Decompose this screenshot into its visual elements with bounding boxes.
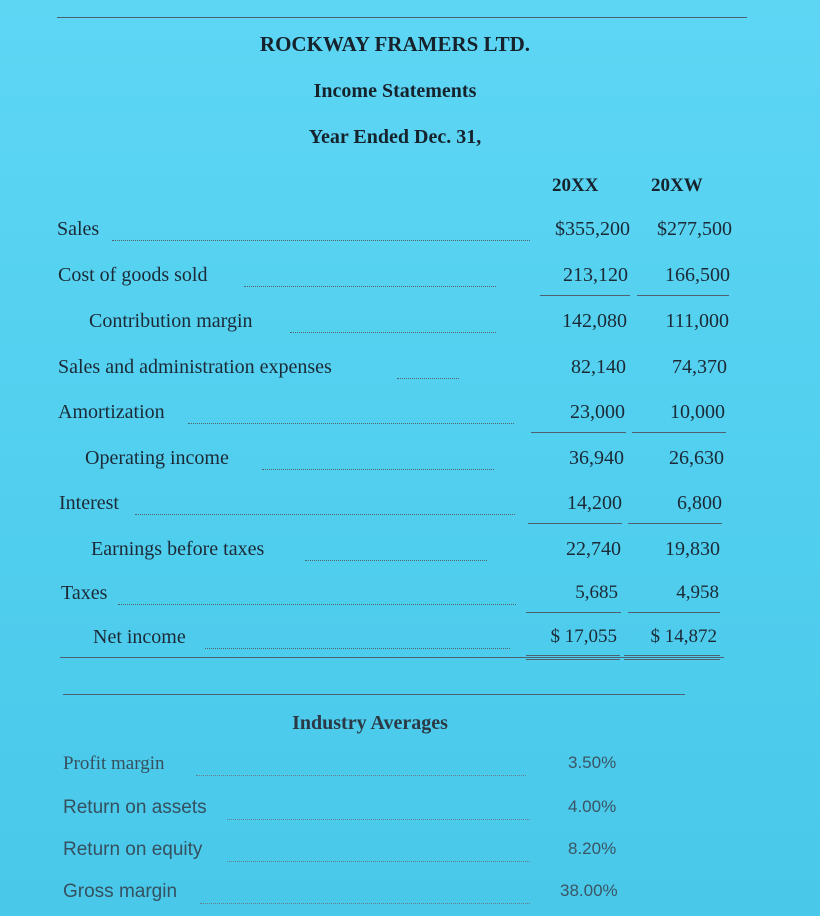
row-label: Contribution margin [89,310,253,332]
industry-row-profit-margin [0,753,820,783]
row-label: Earnings before taxes [91,538,265,560]
leader-dots [135,514,515,515]
row-label: Taxes [61,582,108,604]
leader-dots [196,775,526,776]
statement-period: Year Ended Dec. 31, [308,126,482,148]
underline-20xx [528,523,622,524]
value-20xx: 5,685 [575,582,618,603]
value-20xw: 19,830 [665,538,720,560]
row-amortization [0,401,820,431]
row-operating-income [0,447,820,477]
value-20xw: $ 14,872 [650,626,717,647]
row-label: Operating income [85,447,229,469]
industry-label: Profit margin [63,753,165,774]
value-20xx: $ 17,055 [550,626,617,647]
industry-averages-title: Industry Averages [292,712,448,734]
statement-bottom-rule [60,657,724,658]
value-20xx: 36,940 [569,447,624,469]
row-earnings-before-taxes [0,538,820,568]
top-rule [57,17,747,18]
row-cost-of-goods-sold [0,264,820,294]
column-header-20xw: 20XW [651,175,703,196]
industry-row-return-on-equity [0,839,820,869]
statement-title: Income Statements [313,80,477,102]
row-interest [0,492,820,522]
underline-20xx [531,432,626,433]
industry-value: 38.00% [560,881,618,900]
leader-dots [227,861,530,862]
row-label: Sales [57,218,100,240]
underline-20xw [632,432,726,433]
underline-20xw [637,295,729,296]
row-label: Interest [59,492,119,514]
underline-20xw [628,612,720,613]
leader-dots [205,648,510,649]
leader-dots [262,469,494,470]
value-20xw: 111,000 [665,310,729,332]
double-underline-20xw [624,655,720,656]
value-20xx: 22,740 [566,538,621,560]
row-label: Amortization [58,401,165,423]
underline-20xx [526,612,621,613]
leader-dots [227,819,530,820]
industry-value: 3.50% [568,753,617,772]
double-underline-20xx [526,655,620,656]
value-20xx: 82,140 [571,356,626,378]
leader-dots [200,903,530,904]
value-20xx: 213,120 [563,264,628,286]
company-name: ROCKWAY FRAMERS LTD. [259,32,531,56]
section-divider [63,694,685,695]
leader-dots [112,240,530,241]
industry-row-gross-margin [0,881,820,911]
value-20xx: 14,200 [567,492,622,514]
underline-20xx [540,295,630,296]
industry-value: 4.00% [568,797,617,816]
value-20xw: 4,958 [676,582,719,603]
value-20xw: 6,800 [677,492,722,514]
leader-dots [118,604,516,605]
leader-dots [305,560,487,561]
value-20xw: 10,000 [670,401,725,423]
value-20xx: $355,200 [555,218,630,240]
value-20xx: 142,080 [562,310,627,332]
row-taxes [0,582,820,612]
industry-label: Return on assets [63,797,207,818]
double-underline-20xx [526,659,620,660]
industry-label: Gross margin [63,881,178,902]
row-label: Net income [93,626,186,648]
column-header-20xx: 20XX [552,175,599,196]
industry-value: 8.20% [568,839,617,858]
row-label: Cost of goods sold [58,264,208,286]
leader-dots [290,332,496,333]
value-20xw: 74,370 [672,356,727,378]
leader-dots [397,378,459,379]
row-label: Sales and administration expenses [58,356,332,378]
value-20xw: 26,630 [669,447,724,469]
row-sales-admin-expenses [0,356,820,386]
row-contribution-margin [0,310,820,340]
double-underline-20xw [624,659,720,660]
leader-dots [244,286,496,287]
leader-dots [188,423,514,424]
underline-20xw [628,523,722,524]
value-20xx: 23,000 [570,401,625,423]
row-net-income [0,626,820,656]
value-20xw: 166,500 [665,264,730,286]
industry-label: Return on equity [63,839,203,860]
row-sales [0,218,820,248]
industry-row-return-on-assets [0,797,820,827]
value-20xw: $277,500 [657,218,732,240]
